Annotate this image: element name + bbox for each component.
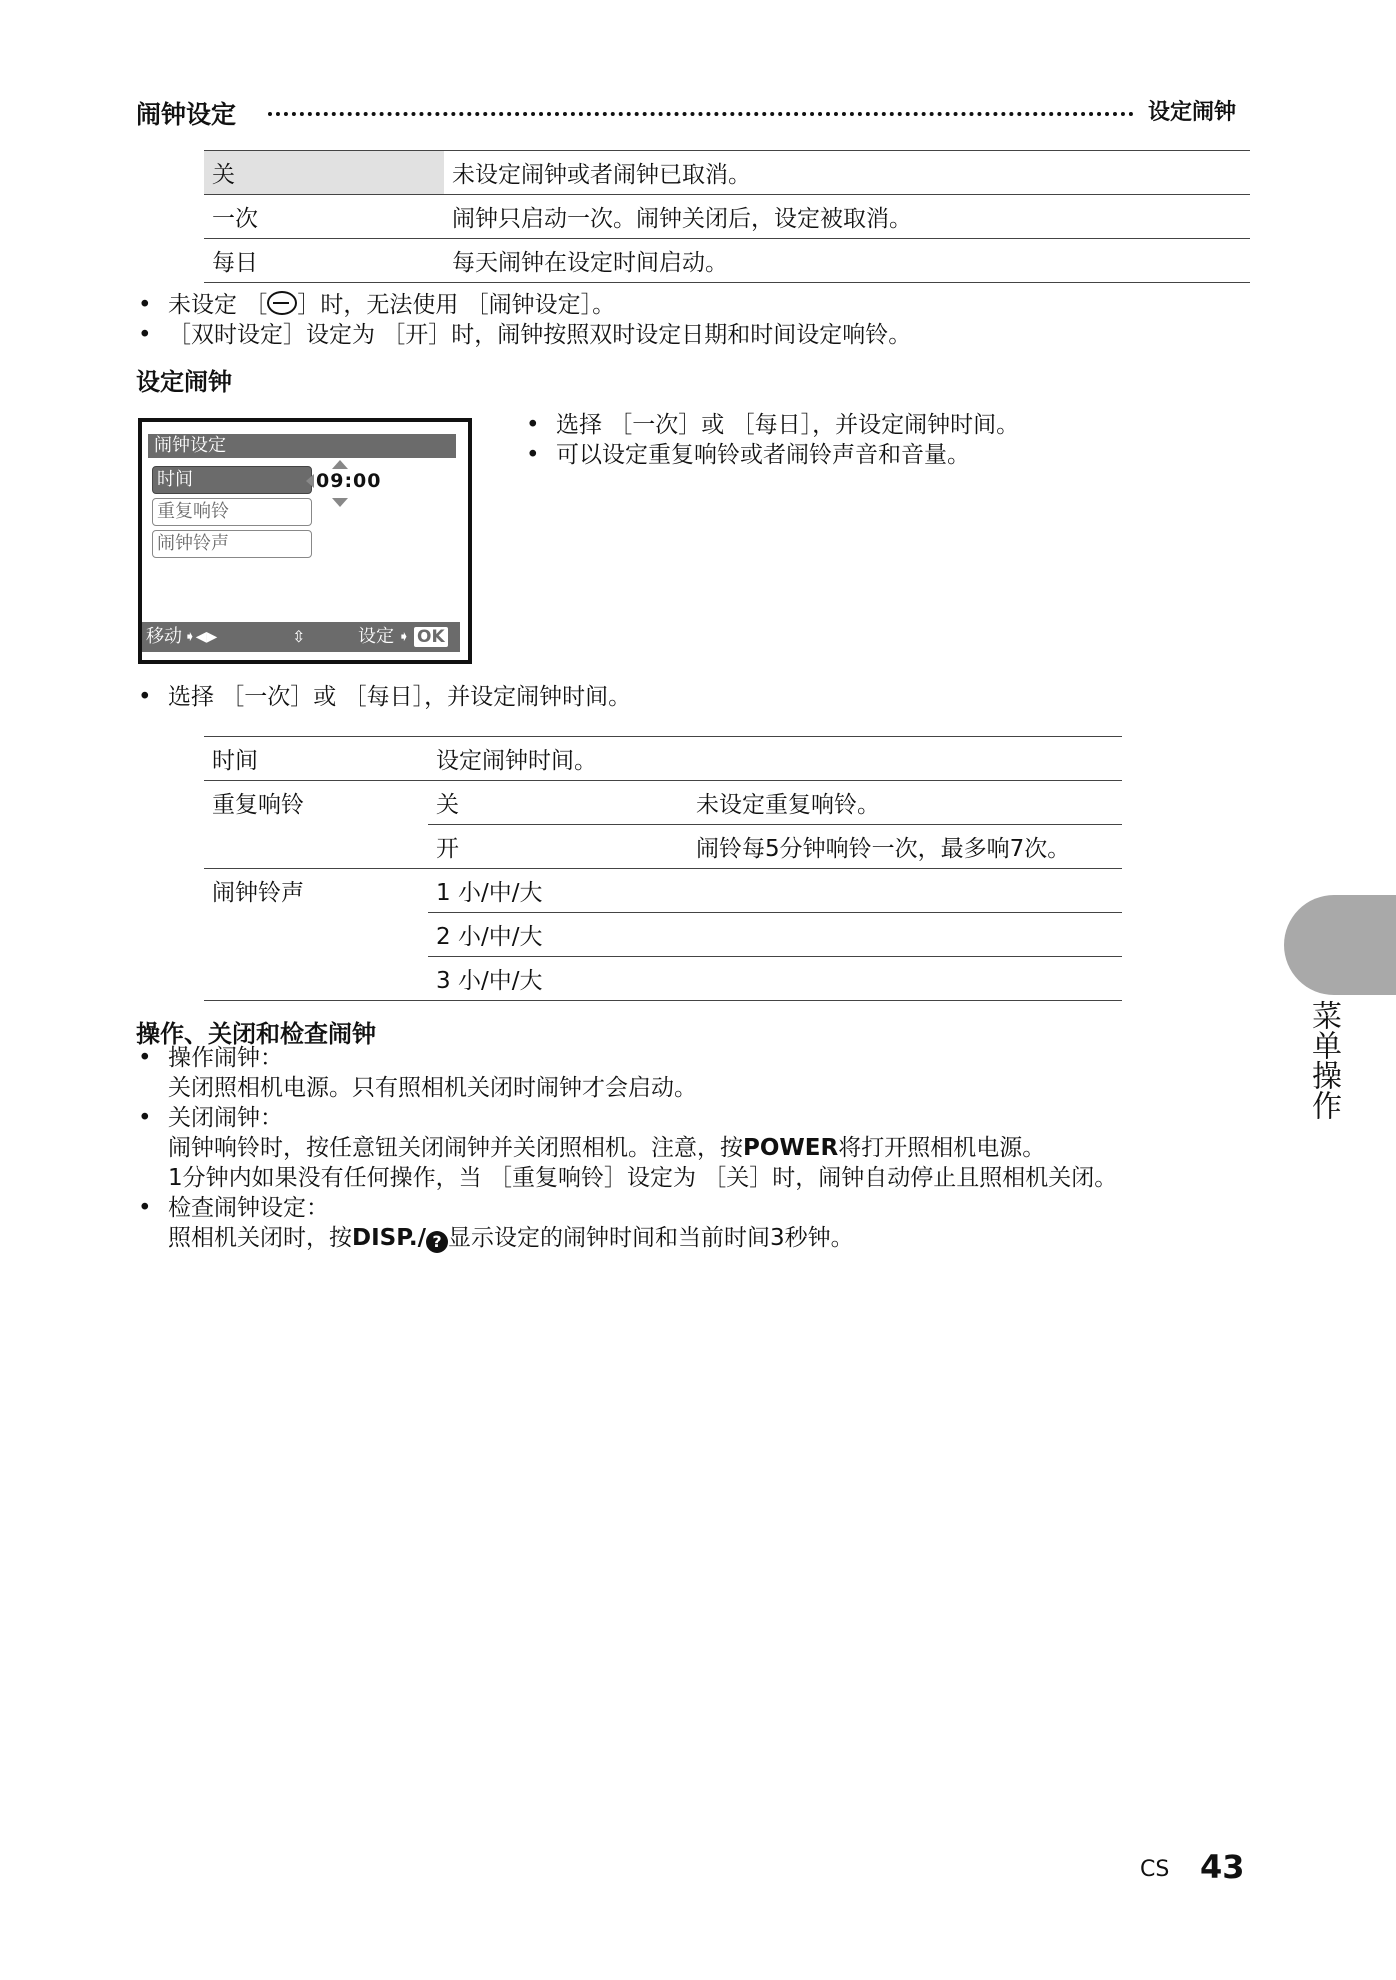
table-row: [204, 869, 1122, 913]
mode-desc: 每天闹钟在设定时间启动。: [444, 239, 1250, 283]
option-value: 1 小/中/大: [428, 869, 1122, 913]
mode-key: 关: [204, 151, 444, 195]
note-item: [168, 290, 615, 320]
arrow-pad-icon: ➧◀▶: [184, 629, 218, 645]
option-desc: 设定闹钟时间。: [428, 737, 1122, 781]
page-number: 43: [1200, 1848, 1245, 1886]
note-item: • 关闭闹钟：: [168, 1103, 283, 1133]
option-desc: 闹铃每5分钟响铃一次，最多响7次。: [688, 825, 1122, 869]
note-text: 闹钟响铃时，按任意钮关闭闹钟并关闭照相机。注意，按: [168, 1135, 743, 1161]
note-item: • 可以设定重复响铃或者闹铃声音和音量。: [556, 440, 970, 470]
table-row: [204, 781, 1122, 825]
time-value[interactable]: 09:00: [316, 470, 382, 492]
table-row: [204, 957, 1122, 1001]
note-text: [168, 1223, 854, 1253]
language-code: CS: [1140, 1857, 1170, 1882]
note-item: • 选择 ［一次］或 ［每日］，并设定闹钟时间。: [556, 410, 1019, 440]
section-heading: 操作、关闭和检查闹钟: [136, 1020, 376, 1048]
mode-key: 每日: [204, 239, 444, 283]
note-text: 关闭照相机电源。只有照相机关闭时闹钟才会启动。: [168, 1075, 697, 1101]
chapter-label: 菜单操作: [1306, 1000, 1341, 1120]
camera-screen: [138, 418, 472, 664]
note-text: 显示设定的闹钟时间和当前时间3秒钟。: [448, 1225, 854, 1251]
mode-desc: 闹钟只启动一次。闹钟关闭后，设定被取消。: [444, 195, 1250, 239]
option-label: 重复响铃: [212, 792, 304, 819]
clock-icon: [267, 291, 297, 315]
menu-item-time[interactable]: 时间: [152, 466, 312, 494]
note-item: • ［双时设定］设定为 ［开］时，闹钟按照双时设定日期和时间设定响铃。: [168, 320, 911, 350]
help-icon: ?: [426, 1231, 448, 1253]
ok-button-icon: OK: [414, 627, 448, 647]
option-value: 关: [428, 781, 688, 825]
table-row: [204, 825, 1122, 869]
note-text: 照相机关闭时，按: [168, 1225, 352, 1251]
section-label: 设定闹钟: [1148, 100, 1237, 125]
table-row: [204, 737, 1122, 781]
option-value: 开: [428, 825, 688, 869]
option-label: 时间: [204, 737, 428, 781]
power-button-label: POWER: [743, 1135, 839, 1161]
alarm-options-table: [204, 736, 1122, 1001]
note-text: ］时，无法使用 ［闹钟设定］。: [297, 292, 616, 318]
arrow-down-icon: [332, 498, 348, 507]
chapter-tab: [1284, 895, 1396, 995]
menu-item-repeat[interactable]: 重复响铃: [152, 498, 312, 526]
option-label: 闹钟铃声: [212, 880, 304, 907]
note-item: • 选择 ［一次］或 ［每日］，并设定闹钟时间。: [168, 682, 631, 712]
note-text: 将打开照相机电源。: [838, 1135, 1046, 1161]
menu-item-sound[interactable]: 闹钟铃声: [152, 530, 312, 558]
page-title: 闹钟设定: [136, 100, 237, 129]
note-text: 1分钟内如果没有任何操作，当 ［重复响铃］设定为 ［关］时，闹钟自动停止且照相机关闭。: [168, 1165, 1118, 1191]
table-row: [204, 913, 1122, 957]
option-value: 2 小/中/大: [428, 913, 1122, 957]
screen-status-bar: [142, 622, 460, 652]
table-row: [204, 151, 1250, 195]
arrow-icon: ➧: [398, 629, 410, 645]
header-dot-leader: [268, 112, 1134, 116]
table-row: [204, 239, 1250, 283]
option-desc: 未设定重复响铃。: [688, 781, 1122, 825]
move-label: 移动: [146, 626, 182, 647]
mode-key: 一次: [204, 195, 444, 239]
arrow-left-icon: [306, 474, 314, 488]
updown-icon: ⇳: [292, 627, 306, 646]
option-value: 3 小/中/大: [428, 957, 1122, 1001]
section-heading: 设定闹钟: [136, 368, 232, 396]
table-row: [204, 195, 1250, 239]
set-label: 设定: [358, 626, 394, 647]
note-text: [168, 1133, 1045, 1163]
note-item: • 检查闹钟设定：: [168, 1193, 329, 1223]
arrow-up-icon: [332, 460, 348, 469]
mode-desc: 未设定闹钟或者闹钟已取消。: [444, 151, 1250, 195]
note-text: 未设定 ［: [168, 292, 268, 318]
alarm-mode-table: [204, 150, 1250, 283]
note-item: • 操作闹钟：: [168, 1043, 283, 1073]
screen-title: 闹钟设定: [148, 434, 456, 458]
disp-button-label: DISP./: [352, 1225, 426, 1251]
